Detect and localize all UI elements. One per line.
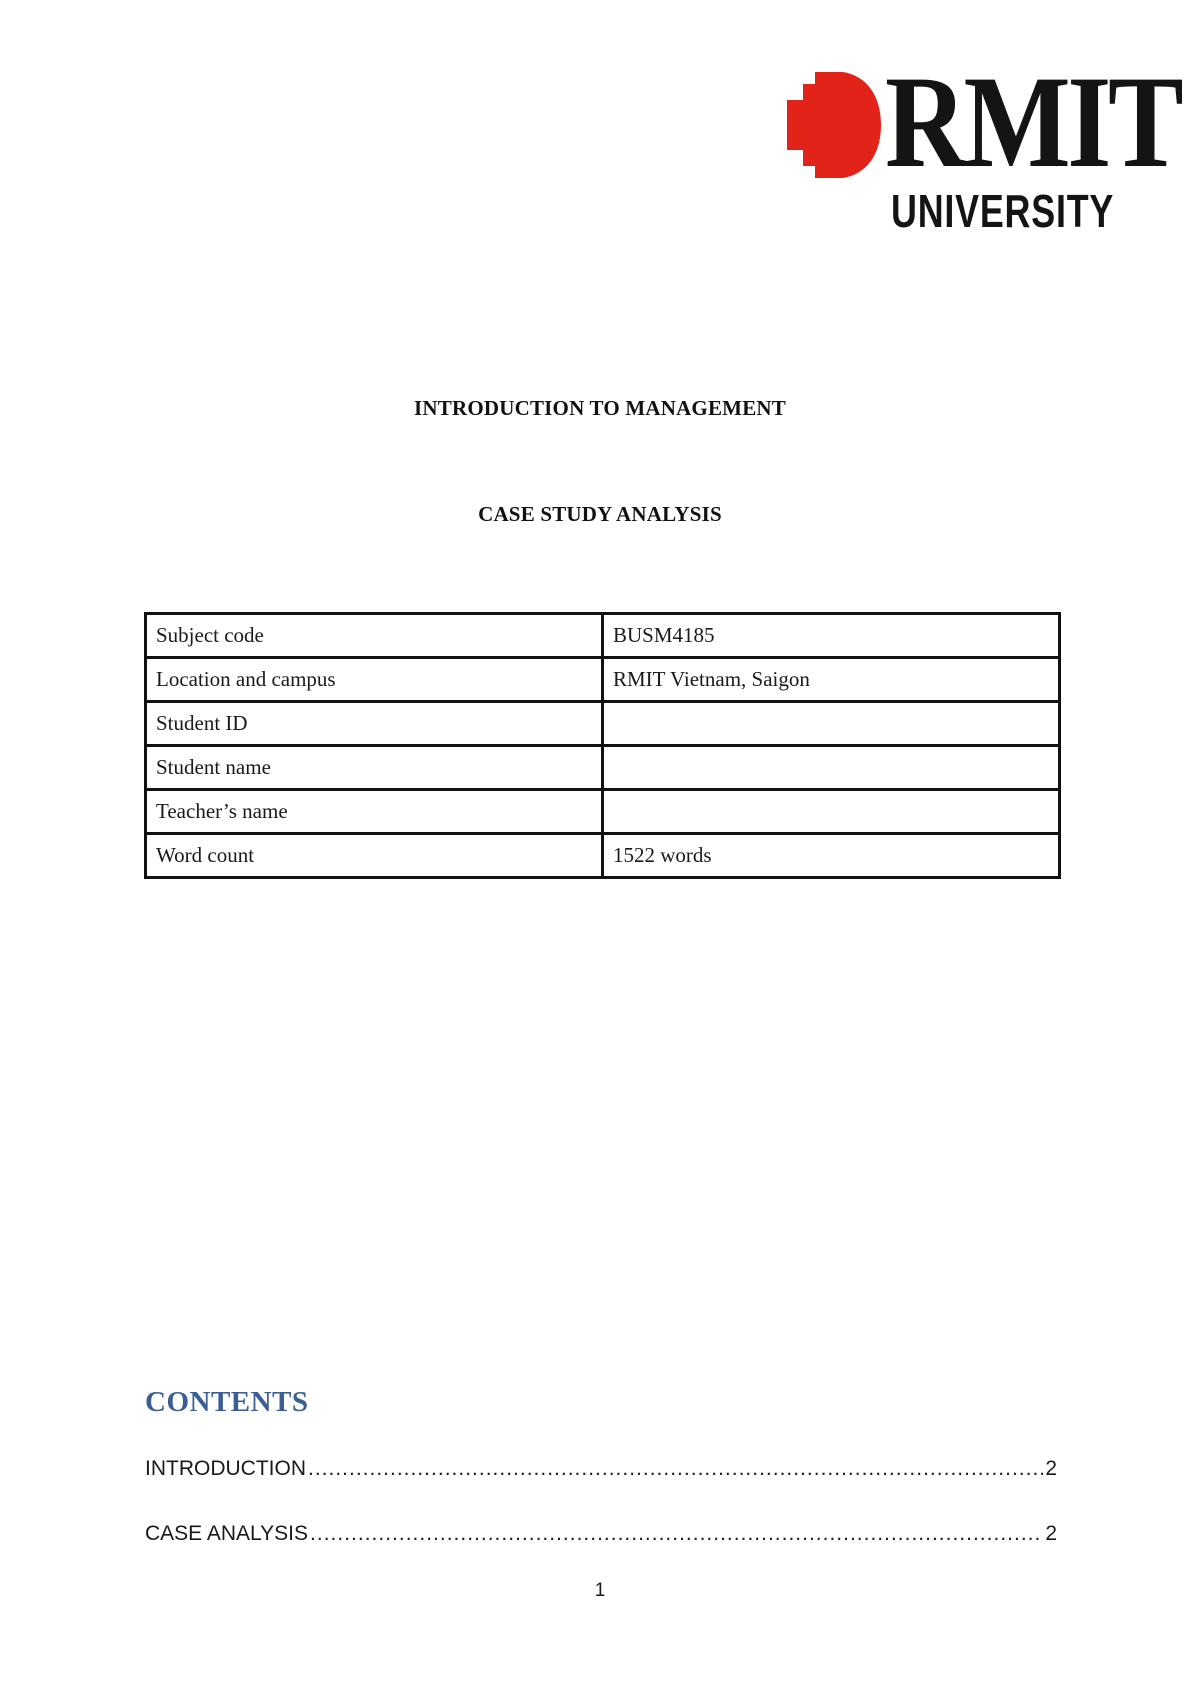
row-label: Teacher’s name [146,790,603,834]
row-label: Subject code [146,614,603,658]
table-row [146,834,1060,878]
table-row [146,790,1060,834]
toc-entry-case-analysis[interactable] [145,1522,1057,1546]
table-row [146,746,1060,790]
logo-wordmark: RMIT [885,48,1181,195]
row-value [603,746,1060,790]
toc-entry-label: INTRODUCTION [145,1457,306,1480]
page-number: 1 [594,1580,606,1601]
row-value: BUSM4185 [603,614,1060,658]
table-row [146,702,1060,746]
rmit-pixel-mark-shape [787,72,881,178]
row-value: RMIT Vietnam, Saigon [603,658,1060,702]
contents-heading: CONTENTS [145,1386,309,1418]
toc-entry-label: CASE ANALYSIS [145,1522,309,1545]
table-row [146,658,1060,702]
toc-entry-page: 2 [1045,1522,1057,1545]
row-label: Student name [146,746,603,790]
toc-leader-dots [310,1522,1043,1546]
table-row [146,614,1060,658]
course-title: INTRODUCTION TO MANAGEMENT [414,396,786,420]
toc-entry-page: 2 [1045,1457,1057,1480]
cover-info-table [144,612,1061,879]
toc-leader-dots [308,1457,1043,1481]
row-value [603,702,1060,746]
toc-entry-introduction[interactable] [145,1457,1057,1481]
row-label: Student ID [146,702,603,746]
row-label: Location and campus [146,658,603,702]
rmit-logo [785,48,1181,240]
rmit-pixel-mark-icon [785,70,885,180]
row-value [603,790,1060,834]
row-value: 1522 words [603,834,1060,878]
assignment-title: CASE STUDY ANALYSIS [478,502,722,526]
logo-subline: UNIVERSITY [891,185,1115,237]
row-label: Word count [146,834,603,878]
